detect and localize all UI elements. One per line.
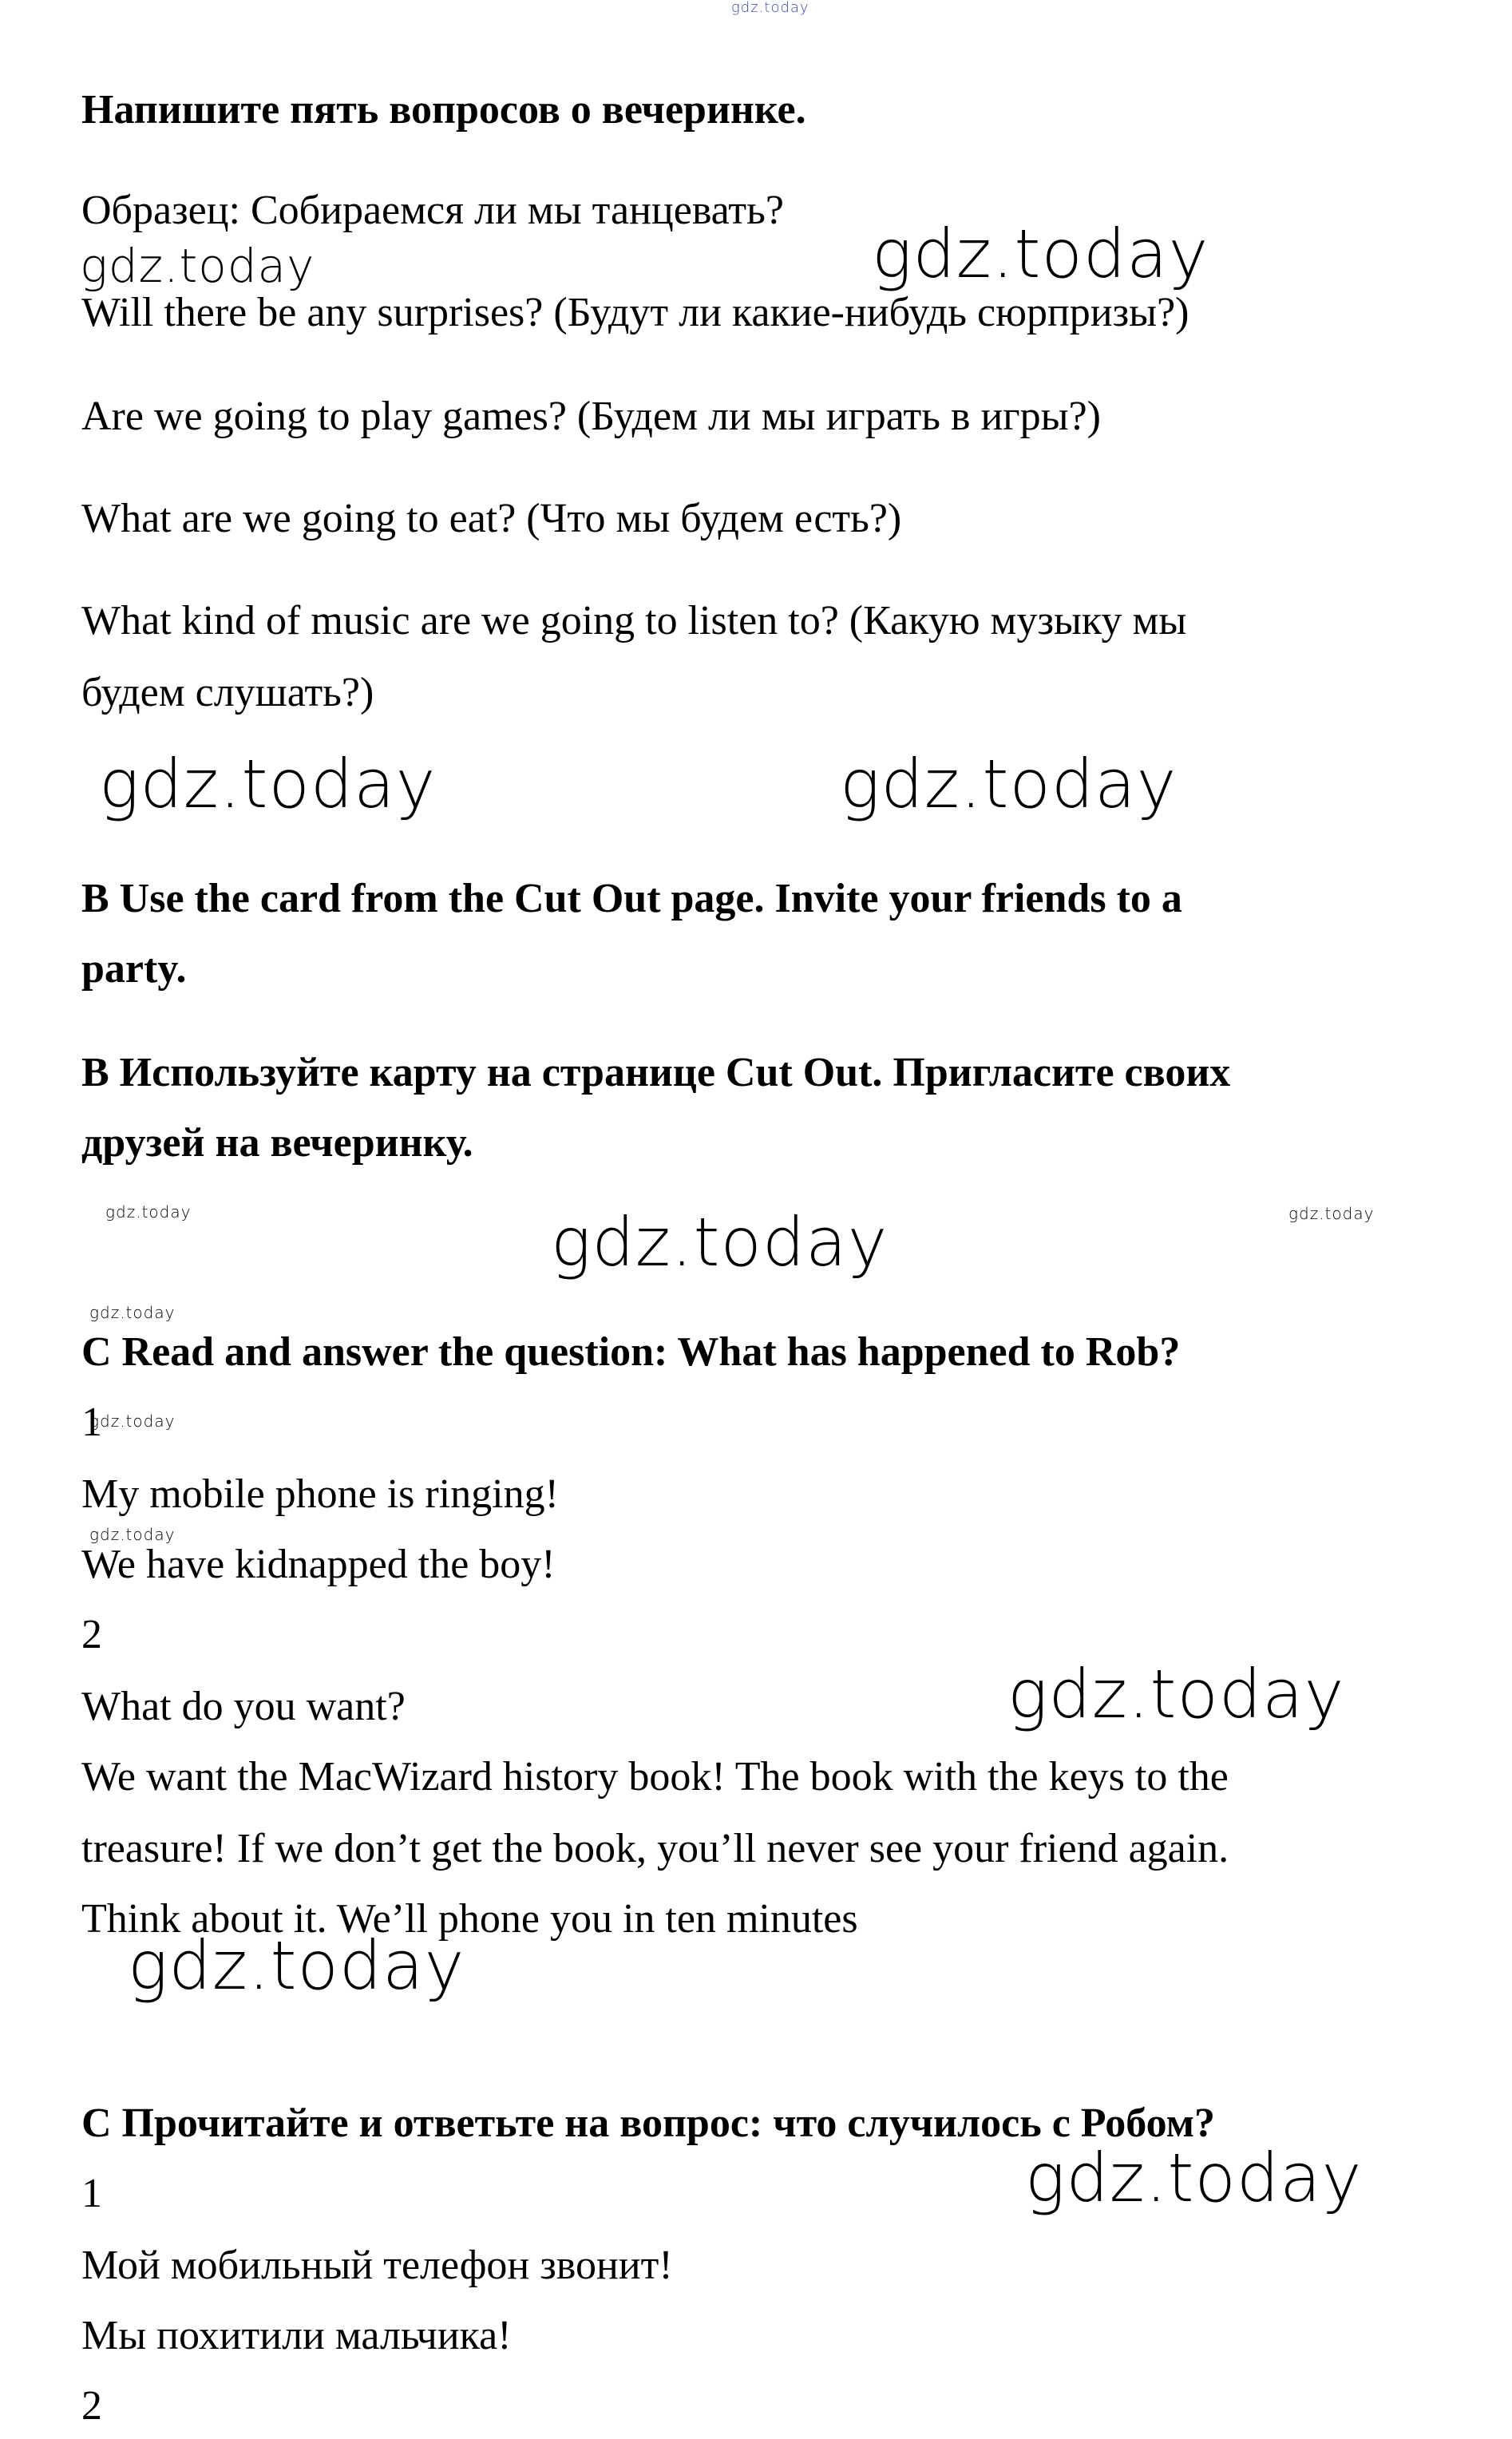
watermark: gdz.today <box>1025 2139 1363 2217</box>
watermark: gdz.today <box>80 239 315 293</box>
watermark: gdz.today <box>1288 1204 1375 1223</box>
watermark: gdz.today <box>105 1202 192 1221</box>
section-a-heading: Напишите пять вопросов о вечеринке. <box>81 87 806 133</box>
section-c-number-1: 1 <box>81 1400 102 1445</box>
section-b-ru-line-1: B Используйте карту на странице Cut Out. Пригласите своих <box>81 1050 1231 1095</box>
section-c-ru-heading: C Прочитайте и ответьте на вопрос: что случилось с Робом? <box>81 2100 1216 2146</box>
watermark: gdz.today <box>551 1203 889 1281</box>
section-c-ru-line-1: Мой мобильный телефон звонит! <box>81 2243 673 2288</box>
section-c-en-heading: C Read and answer the question: What has happened to Rob? <box>81 1329 1181 1375</box>
section-c-ru-number-2: 2 <box>81 2383 102 2429</box>
watermark: gdz.today <box>1007 1655 1345 1733</box>
watermark: gdz.today <box>128 1926 465 2005</box>
section-c-line-5: treasure! If we don’t get the book, you’ll never see your friend again. <box>81 1826 1229 1871</box>
section-a-question-1: Will there be any surprises? (Будут ли какие-нибудь сюрпризы?) <box>81 290 1189 335</box>
watermark: gdz.today <box>89 1525 176 1544</box>
section-c-ru-number-1: 1 <box>81 2171 102 2216</box>
section-c-line-2: We have kidnapped the boy! <box>81 1542 556 1587</box>
section-c-line-3: What do you want? <box>81 1684 406 1729</box>
watermark: gdz.today <box>89 1303 176 1322</box>
section-b-en-line-2: party. <box>81 946 187 992</box>
section-c-ru-line-2: Мы похитили мальчика! <box>81 2313 512 2358</box>
section-c-line-6: Think about it. We’ll phone you in ten minutes <box>81 1896 858 1942</box>
watermark: gdz.today <box>89 1412 176 1431</box>
watermark: gdz.today <box>99 745 437 823</box>
section-a-sample: Образец: Собираемся ли мы танцевать? <box>81 188 784 233</box>
section-b-ru-line-2: друзей на вечеринку. <box>81 1120 473 1166</box>
section-a-question-3: What are we going to eat? (Что мы будем есть?) <box>81 496 902 541</box>
section-c-line-4: We want the MacWizard history book! The book with the keys to the <box>81 1754 1229 1800</box>
section-b-en-line-1: B Use the card from the Cut Out page. Invite your friends to a <box>81 876 1182 921</box>
watermark: gdz.today <box>872 215 1209 293</box>
section-a-question-4-line-1: What kind of music are we going to listen to? (Какую музыку мы <box>81 598 1187 643</box>
watermark-top: gdz.today <box>731 0 809 16</box>
section-a-question-2: Are we going to play games? (Будем ли мы играть в игры?) <box>81 394 1101 439</box>
section-a-question-4-line-2: будем слушать?) <box>81 670 374 715</box>
watermark: gdz.today <box>840 745 1178 823</box>
section-c-number-2: 2 <box>81 1612 102 1657</box>
section-c-line-1: My mobile phone is ringing! <box>81 1471 559 1517</box>
